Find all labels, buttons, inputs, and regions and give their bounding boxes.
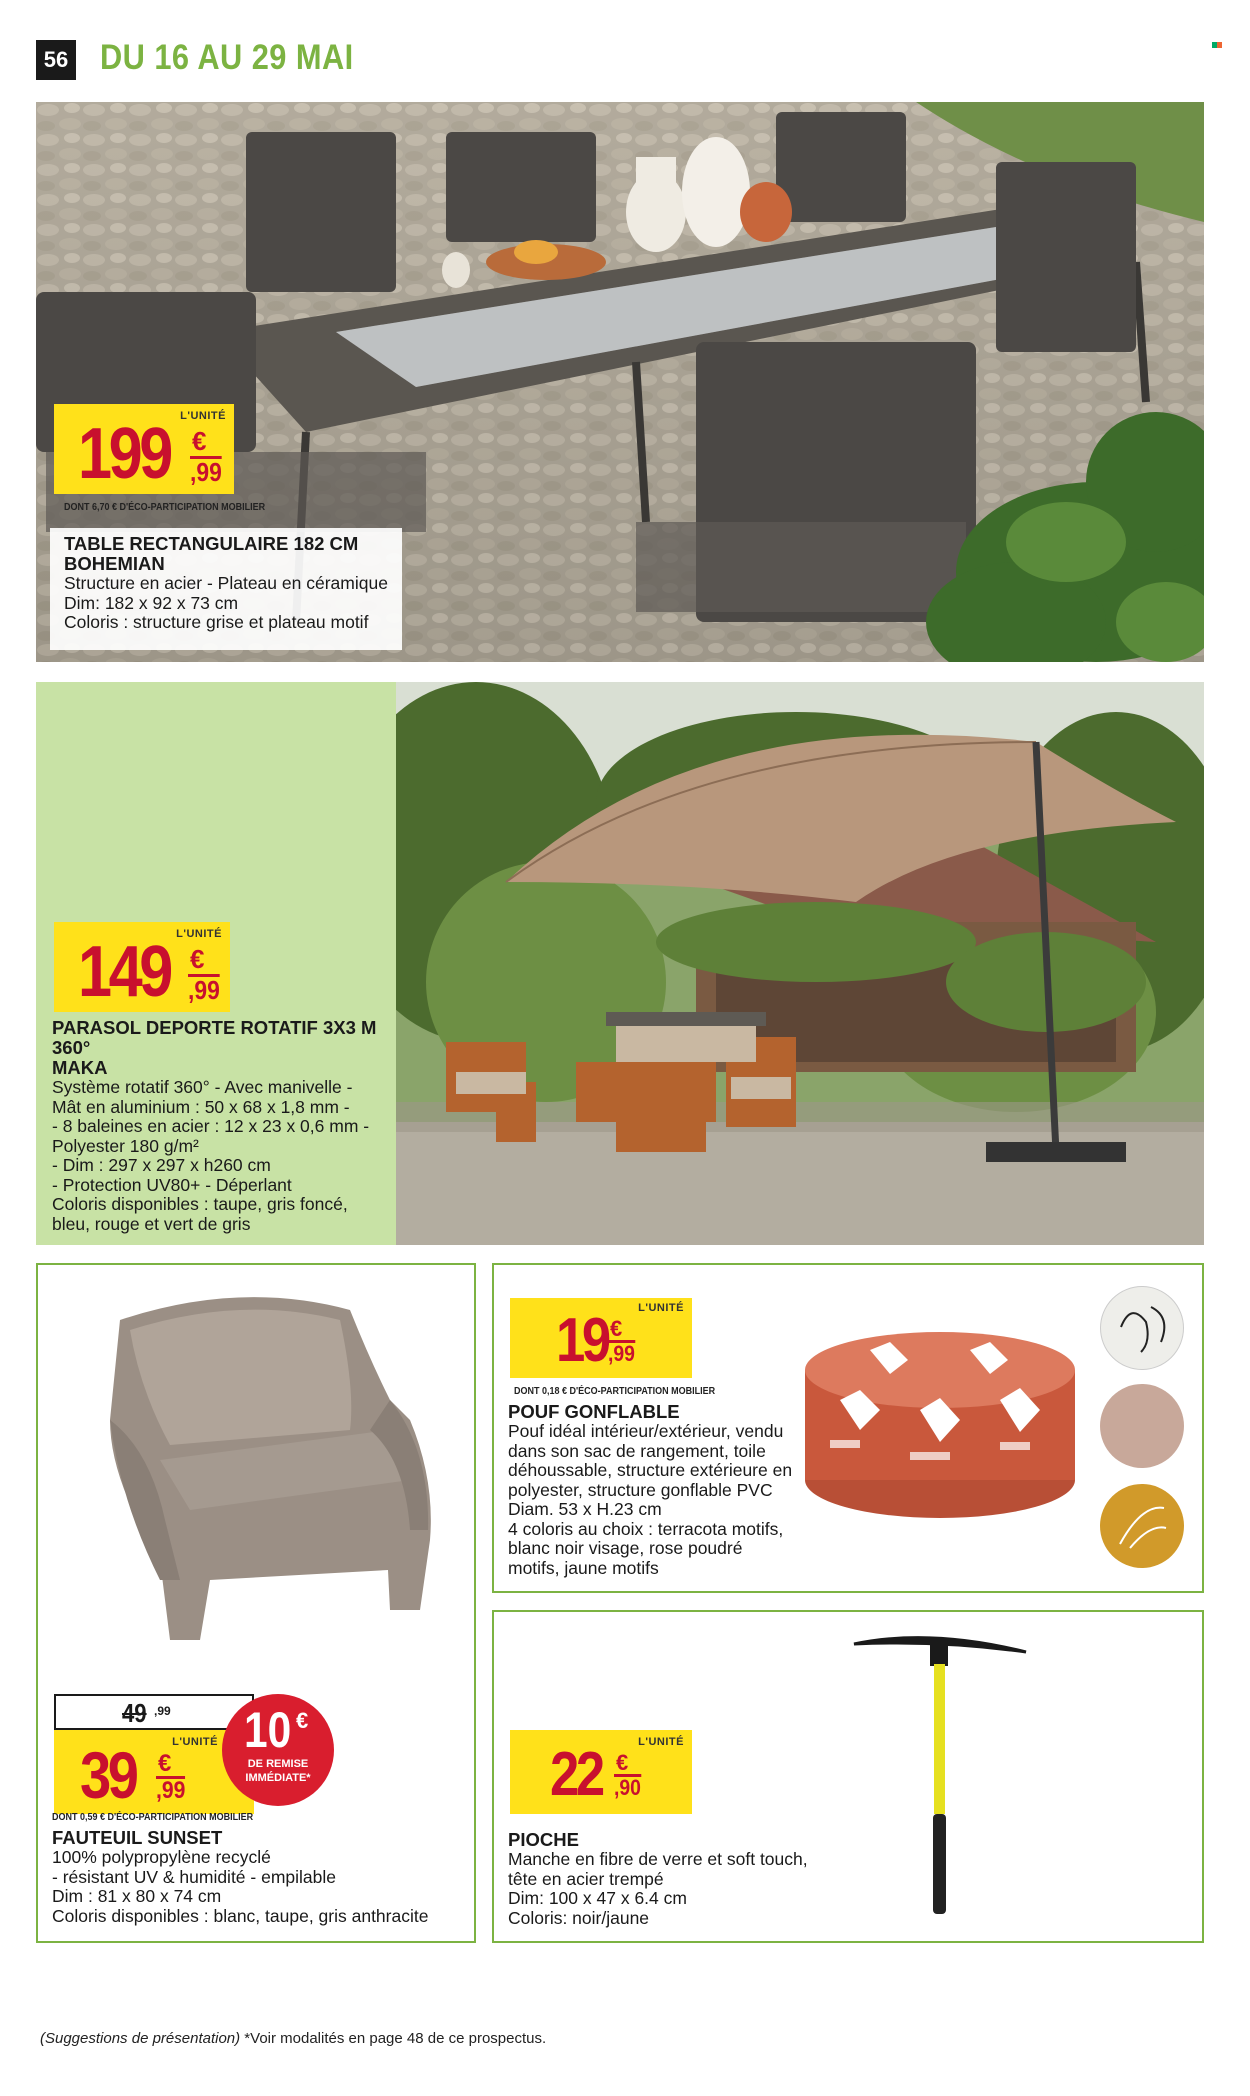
pouf-desc-line: Diam. 53 x H.23 cm [508,1499,662,1519]
discount-euro: € [296,1708,309,1733]
fauteuil-desc-line: 100% polypropylène recyclé [52,1847,271,1867]
pouf-desc-line: blanc noir visage, rose poudré [508,1538,743,1558]
fauteuil-discount-badge [222,1694,334,1806]
table-price-integer: 199 [78,414,170,494]
pouf-desc-line: dans son sac de rangement, toile [508,1440,766,1461]
parasol-photo [396,682,1204,1245]
table-price-tag [54,404,234,494]
parasol-title-2: 360° [52,1037,91,1058]
table-eco-participation: DONT 6,70 € D'ÉCO-PARTICIPATION MOBILIER [64,502,266,513]
pouf-desc-line: polyester, structure gonflable PVC [508,1479,773,1500]
pouf-unit-label: L'UNITÉ [638,1302,684,1314]
leaf-motif-icon [1100,1484,1184,1568]
fauteuil-description [52,1828,472,1926]
parasol-desc-line: - 8 baleines en acier : 12 x 23 x 0,6 mm - [52,1116,370,1136]
pouf-title: POUF GONFLABLE [508,1401,680,1422]
fauteuil-price-cents: ,99 [156,1777,186,1804]
parasol-price-euro: € [190,944,205,974]
discount-line-2: IMMÉDIATE* [245,1772,311,1784]
date-range: DU 16 AU 29 MAI [100,38,354,77]
footer-note-text: *Voir modalités en page 48 de ce prospectus. [240,2030,547,2047]
parasol-price-tag [54,922,230,1012]
fauteuil-desc-line: Dim : 81 x 80 x 74 cm [52,1886,222,1906]
pouf-eco-participation: DONT 0,18 € D'ÉCO-PARTICIPATION MOBILIER [514,1386,716,1397]
parasol-unit-label: L'UNITÉ [176,928,222,940]
pouf-price-euro: € [610,1316,623,1341]
fauteuil-price-integer: 39 [80,1738,136,1812]
pouf-price-integer: 19 [556,1306,608,1375]
table-title-1: TABLE RECTANGULAIRE 182 CM [64,533,359,554]
table-title-2: BOHEMIAN [64,553,165,574]
fauteuil-photo [90,1280,450,1650]
footer-note [40,2030,546,2047]
footer-note-italic: (Suggestions de présentation) [40,2030,241,2047]
pouf-desc-line: déhoussable, structure extérieure en [508,1460,793,1480]
parasol-desc-line: Coloris disponibles : taupe, gris foncé, [52,1194,348,1214]
table-desc-line: Coloris : structure grise et plateau motif [64,612,369,632]
parasol-description [52,1018,392,1234]
pioche-price-cents: ,90 [614,1775,641,1800]
pouf-price-tag [510,1298,692,1378]
parasol-desc-line: Système rotatif 360° - Avec manivelle - [52,1077,353,1097]
parasol-desc-line: Polyester 180 g/m² [52,1135,199,1156]
parasol-desc-line: - Dim : 297 x 297 x h260 cm [52,1155,271,1175]
pouf-illustration [800,1330,1080,1520]
pioche-title: PIOCHE [508,1829,579,1850]
fauteuil-desc-line: - résistant UV & humidité - empilable [52,1866,336,1887]
pioche-desc-line: Manche en fibre de verre et soft touch, [508,1849,808,1869]
table-price-euro: € [192,426,207,456]
pioche-price-integer: 22 [550,1740,602,1809]
table-description-box [50,528,402,650]
pioche-desc-line: tête en acier trempé [508,1868,664,1889]
fauteuil-price-euro: € [158,1750,172,1777]
fauteuil-unit-label: L'UNITÉ [172,1736,218,1748]
pioche-desc-line: Dim: 100 x 47 x 6.4 cm [508,1888,687,1908]
fauteuil-title: FAUTEUIL SUNSET [52,1827,223,1848]
discount-line-1: DE REMISE [247,1758,309,1770]
parasol-title-3: MAKA [52,1057,108,1078]
table-desc-line: Dim: 182 x 92 x 73 cm [64,592,239,613]
table-unit-label: L'UNITÉ [180,410,226,422]
fauteuil-old-price-integer: 49 [122,1698,147,1728]
parasol-price-cents: ,99 [188,975,220,1005]
pouf-swatch-rose [1100,1384,1184,1468]
pioche-price-tag [510,1730,692,1814]
pouf-swatch-white [1100,1286,1184,1370]
page-number: 56 [36,40,76,80]
pouf-swatch-yellow [1100,1484,1184,1568]
pioche-price-euro: € [616,1750,629,1775]
parasol-desc-line: - Protection UV80+ - Déperlant [52,1174,292,1195]
pouf-photo [800,1330,1080,1520]
pickaxe-illustration [850,1630,1030,1930]
discount-value: 10 [244,1702,292,1758]
fauteuil-old-price-box [54,1694,254,1730]
face-motif-icon [1101,1287,1185,1371]
brand-flag-icon [1212,42,1222,48]
parasol-scene-illustration [396,682,1204,1245]
parasol-title-1: PARASOL DEPORTE ROTATIF 3X3 M [52,1017,377,1038]
pioche-desc-line: Coloris: noir/jaune [508,1907,650,1928]
parasol-desc-line: bleu, rouge et vert de gris [52,1213,251,1234]
pouf-price-cents: ,99 [608,1341,635,1366]
table-desc-line: Structure en acier - Plateau en céramique [64,573,388,593]
pouf-desc-line: 4 coloris au choix : terracota motifs, [508,1518,784,1539]
pouf-desc-line: Pouf idéal intérieur/extérieur, vendu [508,1421,784,1441]
fauteuil-old-price-cents: ,99 [154,1704,171,1718]
parasol-desc-line: Mât en aluminium : 50 x 68 x 1,8 mm - [52,1096,350,1117]
fauteuil-eco-participation: DONT 0,59 € D'ÉCO-PARTICIPATION MOBILIER [52,1812,254,1823]
pouf-description [508,1402,828,1578]
pouf-desc-line: motifs, jaune motifs [508,1557,659,1578]
armchair-illustration [90,1280,450,1650]
fauteuil-desc-line: Coloris disponibles : blanc, taupe, gris anthracite [52,1905,429,1926]
pioche-photo [850,1630,1030,1930]
parasol-price-integer: 149 [78,932,170,1012]
pioche-unit-label: L'UNITÉ [638,1736,684,1748]
table-price-cents: ,99 [190,457,222,487]
